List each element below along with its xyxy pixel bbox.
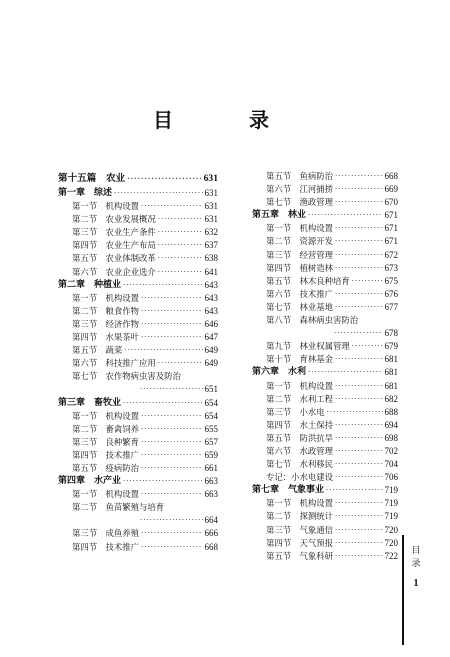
toc-page-number: 663 <box>204 489 218 500</box>
toc-entry-title: 第二节 农业发展概况 <box>72 214 156 225</box>
dot-leader <box>158 266 203 279</box>
toc-entry-title: 第六节 科技推广应用 <box>72 358 156 369</box>
toc-entry-title: 第四节 天气预报 <box>266 537 333 548</box>
toc-page-number: 719 <box>384 485 398 496</box>
toc-section-entry[interactable] <box>58 436 218 449</box>
toc-entry-title: 第一节 机构设置 <box>72 292 139 303</box>
dot-leader <box>141 488 203 501</box>
page-title: 目 录 <box>153 108 297 132</box>
toc-page-number: 641 <box>204 266 218 277</box>
toc-entry-title: 第三节 气象通信 <box>266 524 333 535</box>
side-tab-char: 录 <box>411 559 421 569</box>
toc-page-number: 670 <box>384 197 398 208</box>
toc-page-number: 659 <box>204 449 218 460</box>
dot-leader <box>158 357 203 370</box>
dot-leader <box>127 170 201 187</box>
toc-entry-title: 第六节 水政管理 <box>266 445 333 456</box>
toc-section-entry[interactable] <box>58 527 218 540</box>
dot-leader <box>114 187 202 200</box>
toc-page-number: 682 <box>384 393 398 404</box>
toc-section-entry[interactable] <box>58 226 218 239</box>
toc-page-number: 720 <box>384 537 398 548</box>
dot-leader <box>140 383 203 396</box>
toc-page-number: 661 <box>204 462 218 473</box>
dot-leader <box>141 318 203 331</box>
toc-page-number: 638 <box>204 253 218 264</box>
toc-section-entry[interactable] <box>58 501 218 514</box>
toc-section-entry[interactable] <box>252 275 398 288</box>
toc-section-entry[interactable] <box>58 305 218 318</box>
toc-section-entry[interactable] <box>58 370 218 383</box>
toc-page-number: 632 <box>204 227 218 238</box>
dot-leader <box>141 449 203 462</box>
toc-section-entry[interactable] <box>58 383 218 396</box>
toc-section-entry[interactable] <box>252 222 398 235</box>
toc-page-number: 664 <box>204 515 218 526</box>
margin-rule <box>402 535 404 645</box>
toc-section-entry[interactable] <box>252 406 398 419</box>
toc-chapter-entry[interactable] <box>58 187 218 200</box>
toc-section-entry[interactable] <box>58 200 218 213</box>
toc-section-entry[interactable] <box>252 524 398 537</box>
toc-page-number: 720 <box>384 524 398 535</box>
toc-entry-title: 第四节 农业生产布局 <box>72 240 156 251</box>
toc-section-entry[interactable] <box>58 410 218 423</box>
toc-entry-title: 第五节 鱼病防治 <box>266 171 333 181</box>
dot-leader <box>335 419 383 432</box>
toc-page-number: 668 <box>384 171 398 181</box>
toc-page-number: 663 <box>204 476 218 487</box>
toc-entry-title: 第四节 水果茶叶 <box>72 332 139 343</box>
toc-section-entry[interactable] <box>252 301 398 314</box>
dot-leader <box>158 213 203 226</box>
toc-chapter-entry[interactable] <box>252 209 398 222</box>
toc-entry-title: 第五节 疫病防治 <box>72 462 139 473</box>
toc-section-entry[interactable] <box>252 445 398 458</box>
toc-entry-title: 第一节 机构设置 <box>72 489 139 500</box>
dot-leader <box>335 380 383 393</box>
toc-section-entry[interactable] <box>252 510 398 523</box>
toc-section-entry[interactable] <box>252 327 398 340</box>
toc-page-number: 681 <box>384 380 398 391</box>
toc-section-entry[interactable] <box>252 380 398 393</box>
toc-entry-title: 第二节 资源开发 <box>266 236 333 247</box>
dot-leader <box>335 524 383 537</box>
toc-section-entry[interactable] <box>252 170 398 183</box>
toc-entry-title: 第三节 良种繁育 <box>72 436 139 447</box>
dot-leader <box>335 471 383 484</box>
dot-leader <box>335 445 383 458</box>
toc-section-entry[interactable] <box>252 340 398 353</box>
toc-section-entry[interactable] <box>58 318 218 331</box>
toc-page-number: 673 <box>384 262 398 273</box>
toc-chapter-entry[interactable] <box>58 397 218 410</box>
toc-entry-title: 第一节 机构设置 <box>72 201 139 212</box>
side-page-number: 1 <box>413 578 419 589</box>
dot-leader <box>123 279 202 292</box>
toc-section-entry[interactable] <box>252 458 398 471</box>
toc-page-number: 671 <box>384 210 398 221</box>
toc-section-entry[interactable] <box>58 239 218 252</box>
toc-entry-title: 第二节 鱼苗繁殖与培育 <box>72 502 165 513</box>
toc-page-number: 631 <box>204 214 218 225</box>
dot-leader <box>335 262 383 275</box>
toc-section-entry[interactable] <box>58 331 218 344</box>
toc-entry-title: 第四章 水产业 <box>58 476 122 487</box>
toc-page-number: 637 <box>204 240 218 251</box>
side-tab-char: 目 <box>411 546 421 556</box>
toc-entry-title: 第二节 探测统计 <box>266 511 333 522</box>
toc-entry-title: 第五节 蔬菜 <box>72 345 123 356</box>
toc-entry-title: 第三节 成鱼养殖 <box>72 528 139 539</box>
toc-page-number: 643 <box>204 279 218 290</box>
toc-page-number: 671 <box>384 236 398 247</box>
toc-section-entry[interactable] <box>58 462 218 475</box>
toc-page-number: 702 <box>384 445 398 456</box>
toc-entry-title: 第一章 综述 <box>58 188 113 198</box>
toc-page-number: 681 <box>384 354 398 365</box>
toc-page-number: 646 <box>204 318 218 329</box>
dot-leader <box>335 353 383 366</box>
toc-entry-title: 第三节 农业生产条件 <box>72 227 156 238</box>
toc-page-number: 654 <box>204 410 218 421</box>
toc-section-entry[interactable] <box>252 262 398 275</box>
toc-entry-title: 第一节 机构设置 <box>72 410 139 421</box>
toc-page-number: 666 <box>204 528 218 539</box>
dot-leader <box>334 327 383 340</box>
dot-leader <box>335 301 383 314</box>
toc-entry-title: 第七节 渔政管理 <box>266 197 333 208</box>
toc-entry-title: 第七章 气象事业 <box>252 485 325 496</box>
toc-page-number: 672 <box>384 249 398 260</box>
dot-leader <box>141 331 203 344</box>
toc-entry-title: 第四节 水土保持 <box>266 419 333 430</box>
dot-leader <box>141 462 203 475</box>
dot-leader <box>335 170 383 183</box>
toc-section-entry[interactable] <box>252 550 398 563</box>
toc-section-entry[interactable] <box>252 196 398 209</box>
toc-page-number: 651 <box>204 384 218 395</box>
toc-page-number: 681 <box>384 367 398 378</box>
toc-page-number: 722 <box>384 550 398 561</box>
toc-entry-title: 第六节 技术推广 <box>266 288 333 299</box>
toc-entry-title: 第三章 畜牧业 <box>58 397 122 408</box>
dot-leader <box>352 340 383 353</box>
dot-leader <box>141 305 203 318</box>
toc-entry-title: 第五节 林木良种培育 <box>266 275 350 286</box>
toc-section-entry[interactable] <box>252 537 398 550</box>
toc-entry-title: 第一节 机构设置 <box>266 380 333 391</box>
toc-entry-title: 第二节 水利工程 <box>266 393 333 404</box>
toc-page-number: 654 <box>204 397 218 408</box>
toc-page-number: 706 <box>384 472 398 483</box>
dot-leader <box>123 397 202 410</box>
toc-page-number: 631 <box>204 188 218 198</box>
toc-page-number: 688 <box>384 406 398 417</box>
toc-section-entry[interactable] <box>58 449 218 462</box>
toc-entry-title: 第十五篇 农业 <box>58 173 126 184</box>
dot-leader <box>141 541 203 554</box>
dot-leader <box>335 393 383 406</box>
toc-page-number: 631 <box>203 173 218 184</box>
toc-page-number: 719 <box>384 511 398 522</box>
toc-section-entry[interactable] <box>58 357 218 370</box>
toc-page-number: 631 <box>204 201 218 212</box>
dot-leader <box>335 183 383 196</box>
dot-leader <box>124 344 202 357</box>
toc-entry-title: 第八节 森林病虫害防治 <box>266 315 359 326</box>
dot-leader <box>335 235 383 248</box>
toc-page-number: 649 <box>204 345 218 356</box>
toc-page-number: 649 <box>204 358 218 369</box>
toc-section-entry[interactable] <box>58 266 218 279</box>
toc-entry-title: 第十节 育林基金 <box>266 354 333 365</box>
toc-section-entry[interactable] <box>58 213 218 226</box>
dot-leader <box>335 288 383 301</box>
toc-section-entry[interactable] <box>252 314 398 327</box>
dot-leader <box>141 423 203 436</box>
toc-page-number: 669 <box>384 184 398 195</box>
toc-entry-title: 第二节 粮食作物 <box>72 305 139 316</box>
toc-section-entry[interactable] <box>58 541 218 554</box>
side-tab-label <box>410 545 422 571</box>
toc-page-number: 647 <box>204 332 218 343</box>
toc-section-entry[interactable] <box>252 288 398 301</box>
dot-leader <box>335 222 383 235</box>
dot-leader <box>141 436 203 449</box>
toc-entry-title: 第七节 农作物病虫害及防治 <box>72 371 181 382</box>
dot-leader <box>335 497 383 510</box>
toc-page-number: 676 <box>384 288 398 299</box>
toc-section-entry[interactable] <box>252 432 398 445</box>
dot-leader <box>335 550 383 563</box>
toc-section-entry[interactable] <box>252 393 398 406</box>
dot-leader <box>141 527 203 540</box>
toc-entry-title: 第三节 小水电 <box>266 406 325 417</box>
toc-entry-title: 第一节 机构设置 <box>266 223 333 234</box>
toc-entry-title: 第三节 经济作物 <box>72 318 139 329</box>
toc-entry-title: 第二节 畜禽饲养 <box>72 423 139 434</box>
toc-page-number: 704 <box>384 459 398 470</box>
dot-leader <box>335 196 383 209</box>
toc-entry-title: 第五节 农业体制改革 <box>72 253 156 264</box>
toc-page-number: 657 <box>204 436 218 447</box>
toc-page-number: 675 <box>384 275 398 286</box>
dot-leader <box>141 410 203 423</box>
dot-leader <box>335 249 383 262</box>
toc-entry-title: 第五章 林业 <box>252 210 307 221</box>
toc-section-entry[interactable] <box>252 353 398 366</box>
toc-page-number: 679 <box>384 341 398 352</box>
toc-section-entry[interactable] <box>58 252 218 265</box>
toc-entry-title: 第五节 气象科研 <box>266 550 333 561</box>
toc-chapter-entry[interactable] <box>58 475 218 488</box>
toc-entry-title: 第二章 种植业 <box>58 279 122 290</box>
toc-page-number: 668 <box>204 541 218 552</box>
toc-entry-title: 第五节 防洪抗旱 <box>266 432 333 443</box>
dot-leader <box>352 275 383 288</box>
toc-entry-title: 第七节 林业基地 <box>266 301 333 312</box>
dot-leader <box>158 239 203 252</box>
toc-page-number: 677 <box>384 301 398 312</box>
dot-leader <box>335 537 383 550</box>
toc-page-number: 678 <box>384 328 398 339</box>
toc-section-entry[interactable] <box>58 514 218 527</box>
toc-section-entry[interactable] <box>252 183 398 196</box>
toc-page-number: 694 <box>384 419 398 430</box>
toc-left-column <box>58 170 218 554</box>
toc-right-column <box>252 170 398 563</box>
dot-leader <box>158 226 203 239</box>
toc-section-entry[interactable] <box>58 423 218 436</box>
toc-chapter-entry[interactable] <box>252 484 398 497</box>
dot-leader <box>326 484 382 497</box>
dot-leader <box>140 514 203 527</box>
dot-leader <box>327 406 383 419</box>
toc-page-number: 698 <box>384 432 398 443</box>
toc-page-number: 671 <box>384 223 398 234</box>
toc-entry-title: 第四节 技术推广 <box>72 449 139 460</box>
toc-section-entry[interactable] <box>252 249 398 262</box>
toc-entry-title: 第七节 水利移民 <box>266 459 333 470</box>
toc-entry-title: 第三节 经营管理 <box>266 249 333 260</box>
toc-entry-title: 第四节 技术推广 <box>72 541 139 552</box>
toc-entry-title: 第六章 水利 <box>252 367 307 378</box>
toc-page-number: 643 <box>204 292 218 303</box>
dot-leader <box>335 510 383 523</box>
toc-section-entry[interactable] <box>252 497 398 510</box>
toc-section-entry[interactable] <box>58 292 218 305</box>
toc-entry-title: 第六节 江河捕捞 <box>266 184 333 195</box>
toc-entry-title: 第九节 林业权属管理 <box>266 341 350 352</box>
toc-section-entry[interactable] <box>252 419 398 432</box>
toc-page-number: 655 <box>204 423 218 434</box>
toc-entry-title: 第四节 植树造林 <box>266 262 333 273</box>
toc-section-entry[interactable] <box>252 471 398 484</box>
dot-leader <box>308 209 382 222</box>
dot-leader <box>335 458 383 471</box>
dot-leader <box>141 292 203 305</box>
toc-part-entry[interactable] <box>58 170 218 187</box>
dot-leader <box>123 475 202 488</box>
dot-leader <box>335 432 383 445</box>
toc-section-entry[interactable] <box>58 344 218 357</box>
toc-entry-title: 专记：小水电建设 <box>266 472 333 483</box>
toc-entry-title: 第六节 农业企业选介 <box>72 266 156 277</box>
toc-section-entry[interactable] <box>252 235 398 248</box>
toc-chapter-entry[interactable] <box>252 366 398 379</box>
toc-page-number: 643 <box>204 305 218 316</box>
dot-leader <box>158 252 203 265</box>
toc-section-entry[interactable] <box>58 488 218 501</box>
toc-entry-title: 第一节 机构设置 <box>266 498 333 509</box>
toc-chapter-entry[interactable] <box>58 279 218 292</box>
toc-page-number: 719 <box>384 498 398 509</box>
dot-leader <box>141 200 203 213</box>
dot-leader <box>308 366 382 379</box>
